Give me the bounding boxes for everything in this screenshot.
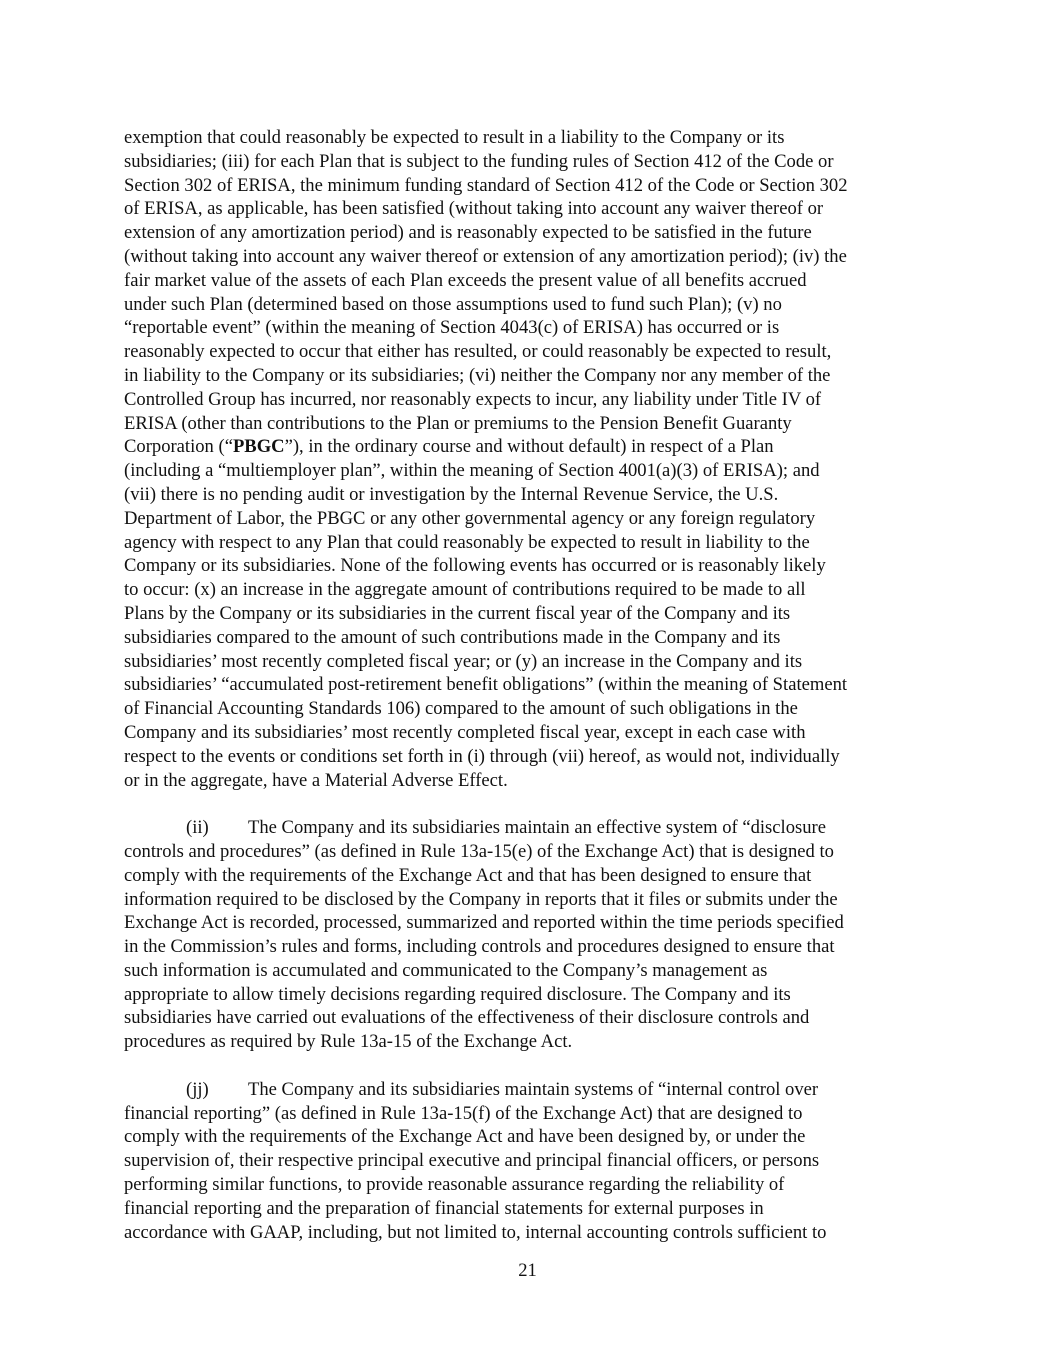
text-line: Exchange Act is recorded, processed, summarized and reported within the time periods specified: [124, 912, 844, 934]
text-line: accordance with GAAP, including, but not limited to, internal accounting controls sufficient to: [124, 1221, 827, 1243]
text-line: to occur: (x) an increase in the aggregate amount of contributions required to be made to all: [124, 579, 806, 601]
paragraph-spacer: [124, 1054, 932, 1078]
text-line: Department of Labor, the PBGC or any other governmental agency or any foreign regulatory: [124, 507, 816, 529]
text-line: respect to the events or conditions set forth in (i) through (vii) hereof, as would not, individually: [124, 745, 840, 767]
text-line: [124, 435, 932, 459]
text-line: agency with respect to any Plan that could reasonably be expected to result in liability to the: [124, 531, 810, 553]
text-line: exemption that could reasonably be expected to result in a liability to the Company or its: [124, 127, 785, 148]
text-line: comply with the requirements of the Exchange Act and have been designed by, or under the: [124, 1126, 806, 1148]
text-line: supervision of, their respective principal executive and principal financial officers, or persons: [124, 1150, 820, 1172]
text-line: extension of any amortization period) and is reasonably expected to be satisfied in the future: [124, 222, 812, 244]
document-body: [124, 126, 932, 1244]
text-line: ERISA (other than contributions to the Plan or premiums to the Pension Benefit Guaranty: [124, 412, 792, 434]
text-segment: ”), in the ordinary course and without default) in respect of a Plan: [284, 436, 774, 458]
text-line: Section 302 of ERISA, the minimum funding standard of Section 412 of the Code or Section 302: [124, 174, 848, 196]
text-line: reasonably expected to occur that either has resulted, or could reasonably be expected to result,: [124, 341, 832, 363]
text-line: subsidiaries have carried out evaluations of the effectiveness of their disclosure controls and: [124, 1007, 810, 1029]
text-line: subsidiaries compared to the amount of such contributions made in the Company and its: [124, 626, 781, 648]
text-line: (vii) there is no pending audit or investigation by the Internal Revenue Service, the U.S.: [124, 483, 779, 505]
paragraph-label: (jj): [186, 1078, 209, 1100]
text-line: (without taking into account any waiver thereof or extension of any amortization period); (iv) the: [124, 245, 847, 267]
paragraph-first-line: [124, 1078, 932, 1102]
text-line: performing similar functions, to provide reasonable assurance regarding the reliability of: [124, 1174, 785, 1196]
text-line: Company and its subsidiaries’ most recently completed fiscal year, except in each case with: [124, 721, 806, 743]
text-line: or in the aggregate, have a Material Adverse Effect.: [124, 769, 508, 791]
defined-term-pbgc: PBGC: [232, 436, 285, 458]
text-segment: Corporation (“: [124, 436, 233, 458]
text-line: of ERISA, as applicable, has been satisfied (without taking into account any waiver thereof or: [124, 198, 824, 220]
text-line: comply with the requirements of the Exchange Act and that has been designed to ensure that: [124, 864, 812, 886]
paragraph-jj-internal-control: [124, 1078, 932, 1245]
paragraph-erisa-continued: [124, 126, 932, 792]
text-line: financial reporting and the preparation of financial statements for external purposes in: [124, 1197, 764, 1219]
text-line: in the Commission’s rules and forms, including controls and procedures designed to ensure that: [124, 936, 835, 958]
paragraph-first-line: [124, 816, 932, 840]
text-line: Plans by the Company or its subsidiaries in the current fiscal year of the Company and its: [124, 602, 791, 624]
text-line: (including a “multiemployer plan”, within the meaning of Section 4001(a)(3) of ERISA); and: [124, 460, 820, 482]
text-line: such information is accumulated and communicated to the Company’s management as: [124, 959, 768, 981]
text-line: of Financial Accounting Standards 106) compared to the amount of such obligations in the: [124, 698, 798, 720]
text-line: information required to be disclosed by the Company in reports that it files or submits under the: [124, 888, 838, 910]
paragraph-spacer: [124, 792, 932, 816]
text-line: fair market value of the assets of each Plan exceeds the present value of all benefits accrued: [124, 269, 807, 291]
text-line: subsidiaries; (iii) for each Plan that is subject to the funding rules of Section 412 of the Code or: [124, 150, 834, 172]
page-number: 21: [518, 1260, 537, 1281]
text-segment: The Company and its subsidiaries maintain systems of “internal control over: [248, 1078, 819, 1100]
paragraph-ii-disclosure-controls: [124, 816, 932, 1054]
text-line: Controlled Group has incurred, nor reasonably expects to incur, any liability under Title IV of: [124, 388, 822, 410]
text-line: under such Plan (determined based on those assumptions used to fund such Plan); (v) no: [124, 293, 782, 315]
text-line: appropriate to allow timely decisions regarding required disclosure. The Company and its: [124, 983, 791, 1005]
text-line: financial reporting” (as defined in Rule 13a-15(f) of the Exchange Act) that are designed to: [124, 1102, 803, 1124]
text-line: Company or its subsidiaries. None of the following events has occurred or is reasonably likely: [124, 555, 826, 577]
text-line: controls and procedures” (as defined in Rule 13a-15(e) of the Exchange Act) that is designed to: [124, 840, 834, 862]
text-line: procedures as required by Rule 13a-15 of the Exchange Act.: [124, 1031, 573, 1053]
paragraph-label: (ii): [186, 817, 209, 839]
text-line: subsidiaries’ most recently completed fiscal year; or (y) an increase in the Company and its: [124, 650, 803, 672]
text-segment: The Company and its subsidiaries maintain an effective system of “disclosure: [248, 817, 826, 839]
text-line: in liability to the Company or its subsidiaries; (vi) neither the Company nor any member of the: [124, 364, 831, 386]
text-line: subsidiaries’ “accumulated post-retirement benefit obligations” (within the meaning of Statement: [124, 674, 848, 696]
text-line: “reportable event” (within the meaning of Section 4043(c) of ERISA) has occurred or is: [124, 317, 780, 339]
